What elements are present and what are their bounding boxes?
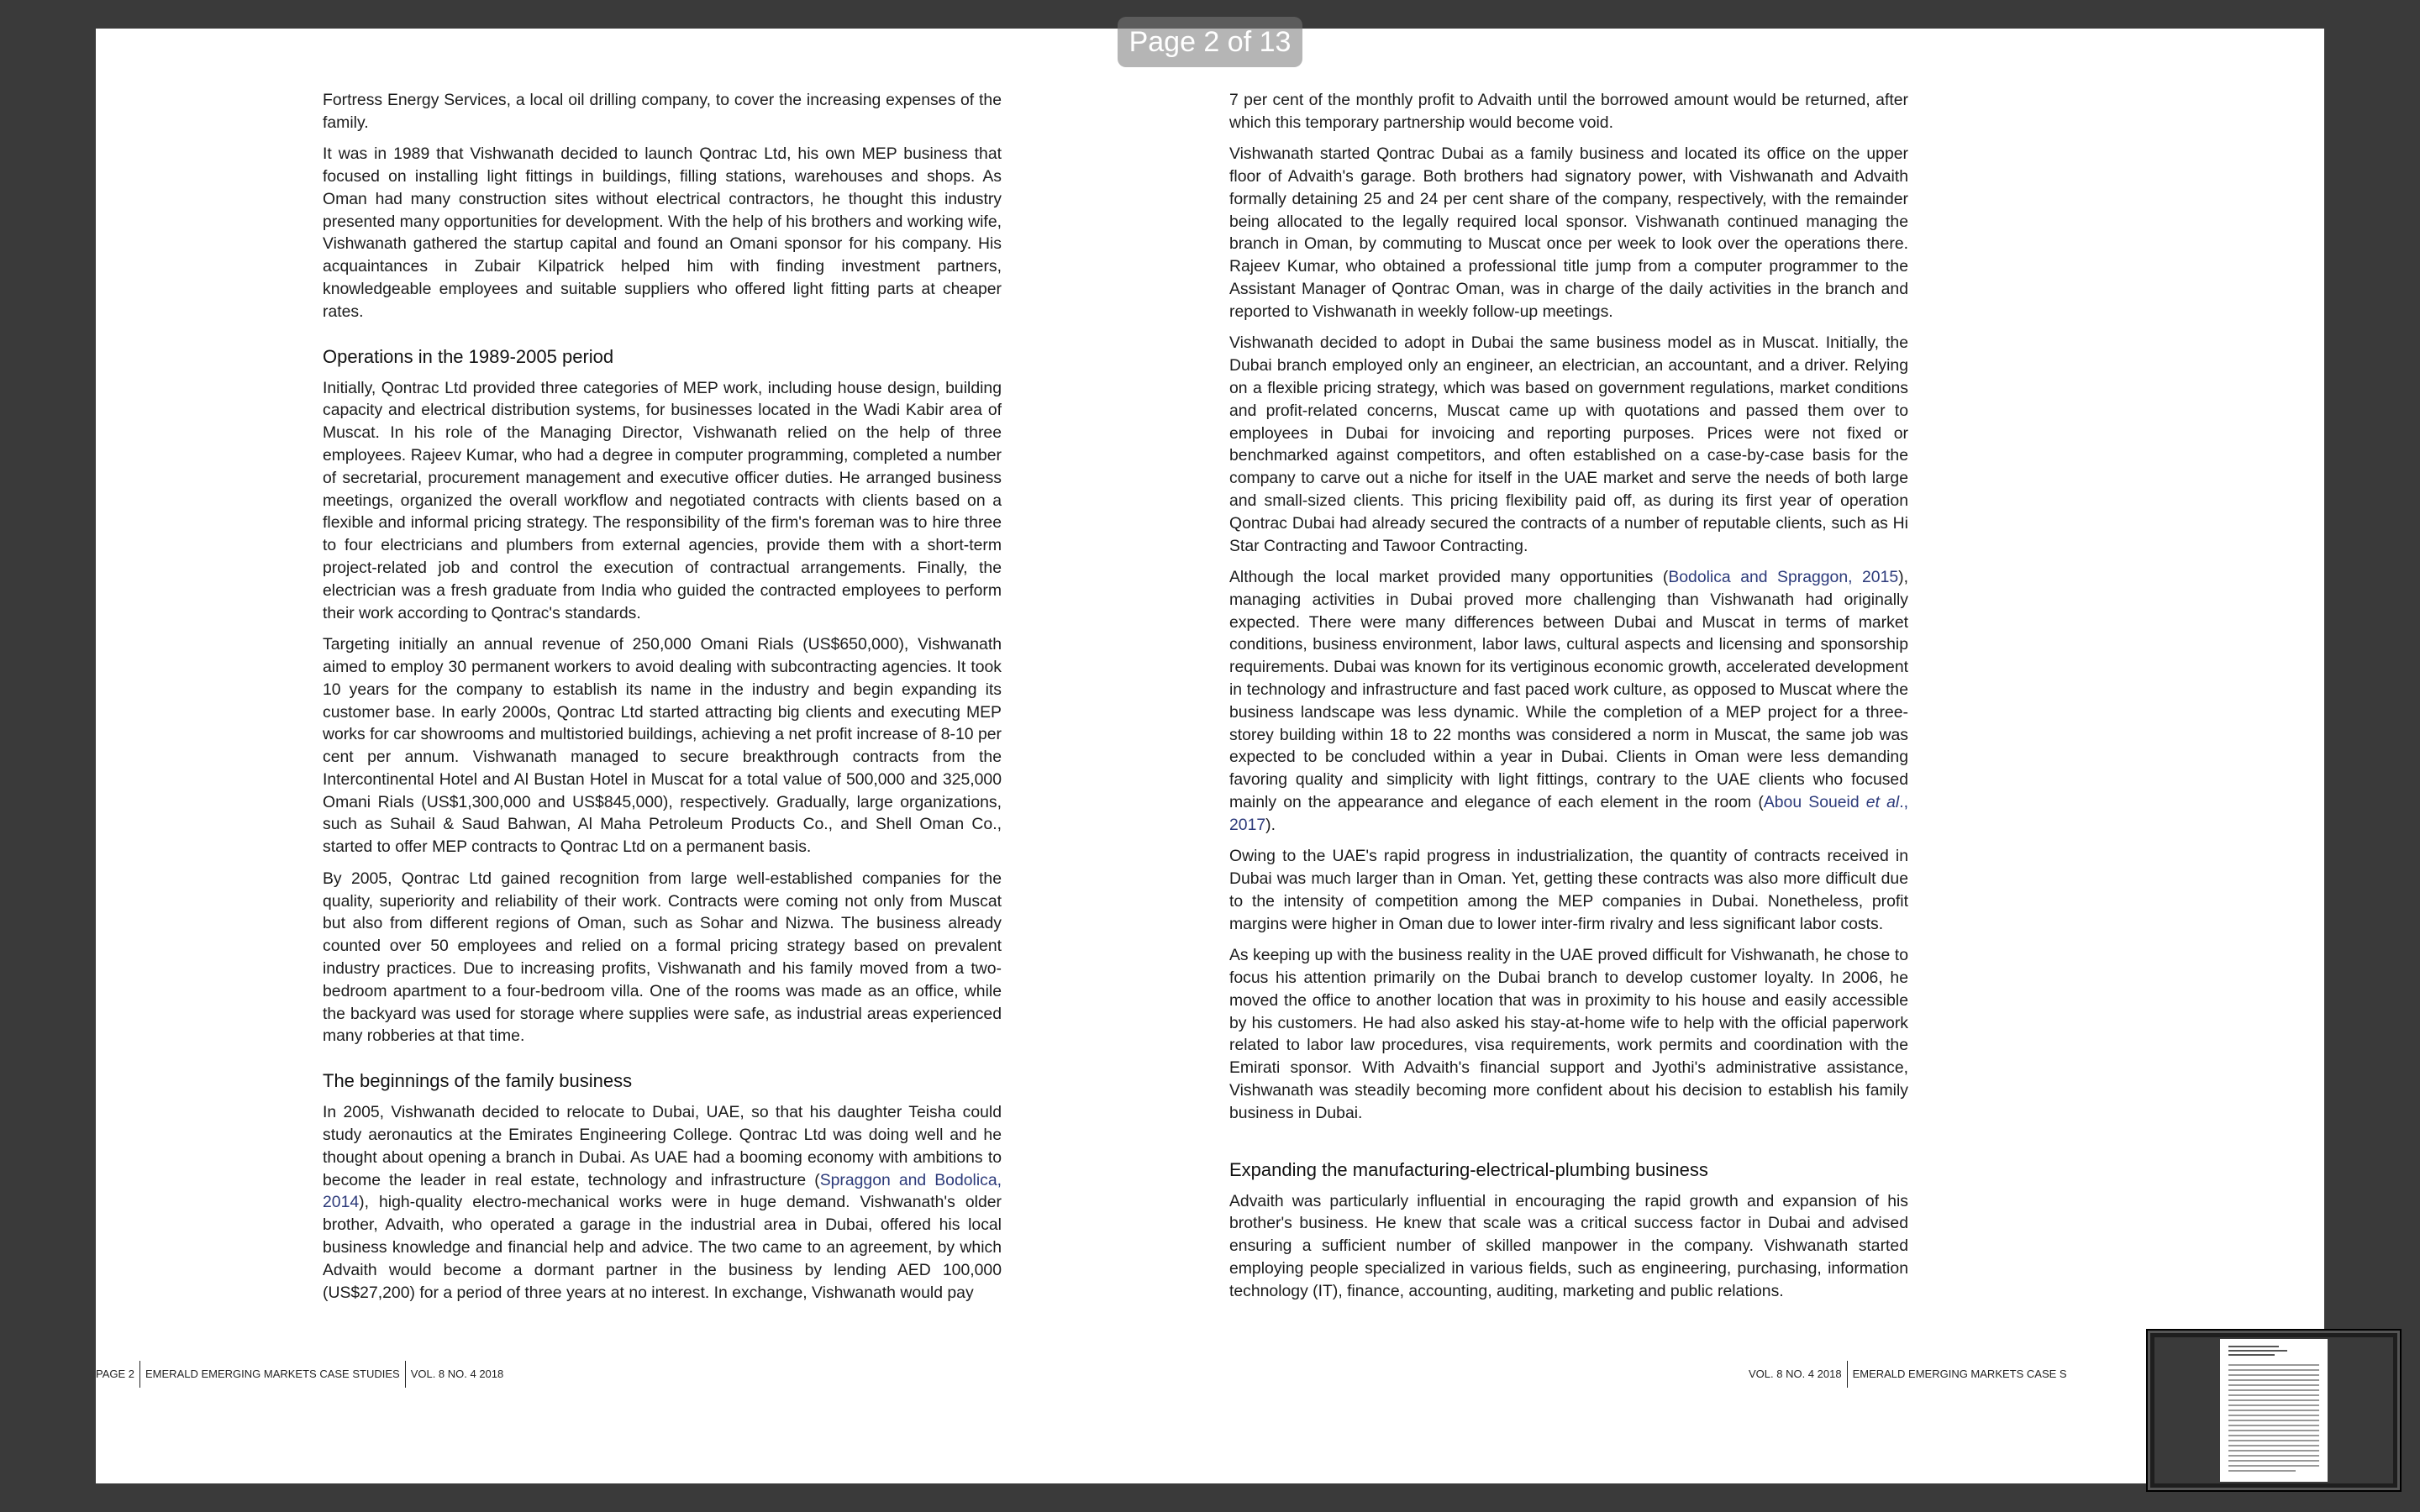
paragraph: By 2005, Qontrac Ltd gained recognition from large well-established companies for the quality, superiority and reliability of their work. Contracts were coming not only from Muscat but also from different regions of Oman, such as Sohar and Nizwa. The business already counted over 50 employees and relied on a formal pricing strategy based on prevalent industry practices. Due to increasing profits, Vishwanath and his family moved from a two-bedroom apartment to a four-bedroom villa. One of the rooms was made as an office, while the backyard was used for storage where supplies were safe, as industrial areas experienced many robberies at that time.: [323, 869, 1002, 1046]
thumbnail-text-line: [2228, 1389, 2319, 1391]
citation-link[interactable]: Bodolica and Spraggon, 2015: [1668, 568, 1899, 586]
citation-author: Abou Soueid: [1763, 792, 1866, 811]
thumbnail-text-line: [2228, 1450, 2319, 1452]
thumbnail-viewport: [2154, 1337, 2393, 1483]
paragraph: Vishwanath started Qontrac Dubai as a family business and located its office on the upper floor of Advaith's garage. Both brothers had signatory power, with Vishwanath and Advaith formally detaining 25 and 24 per cent share of the company, respectively, with the remainder being allocated to the legally required local sponsor. Vishwanath continued managing the branch in Oman, by commuting to Muscat once per week to look over the operations there. Rajeev Kumar, who obtained a professional title jump from a computer programmer to the Assistant Manager of Qontrac Oman, was in charge of the daily activities in the branch and reported to Vishwanath in weekly follow-up meetings.: [1229, 144, 1908, 321]
thumbnail-text-line: [2228, 1374, 2319, 1376]
thumbnail-text-line: [2228, 1399, 2319, 1401]
footer-volume: VOL. 8 NO. 4 2018: [1749, 1368, 1842, 1380]
thumbnail-text-line: [2228, 1465, 2319, 1467]
paragraph: Owing to the UAE's rapid progress in industrialization, the quantity of contracts received in Dubai was much larger than in Oman. Yet, getting these contracts was also more difficult due to the intensity of competition among the MEP companies in Dubai. Nonetheless, profit margins were higher in Oman due to lower inter-firm rivalry and less significant labor costs.: [1229, 847, 1908, 933]
footer-page-number: PAGE 2: [96, 1368, 135, 1380]
paragraph: As keeping up with the business reality in the UAE proved difficult for Vishwanath, he chose to focus his attention primarily on the Dubai branch to develop customer loyalty. In 2006, he moved the office to another location that was in proximity to his house and easily accessible by his customers. He had also asked his stay-at-home wife to help with the official paperwork related to labor law procedures, visa requirements, work permits and coordination with the Emirati sponsor. With Advaith's financial support and Jyothi's administrative assistance, Vishwanath was steadily becoming more confident about his decision to establish his family business in Dubai.: [1229, 946, 1908, 1122]
footer-journal: EMERALD EMERGING MARKETS CASE STUDIES: [139, 1361, 405, 1388]
page-thumbnail[interactable]: [2220, 1339, 2328, 1482]
footer-right: [1744, 1361, 2072, 1388]
thumbnail-title-line: [2228, 1350, 2287, 1352]
paragraph: It was in 1989 that Vishwanath decided to launch Qontrac Ltd, his own MEP business that focused on installing light fittings in buildings, filling stations, warehouses and shops. As Oman had many construction sites without electrical contractors, he thought this industry presented many opportunities for development. With the help of his brothers and working wife, Vishwanath gathered the startup capital and found an Omani sponsor for his company. His acquaintances in Zubair Kilpatrick helped him with finding investment partners, knowledgeable employees and suitable suppliers who offered light fitting parts at cheaper rates.: [323, 144, 1002, 321]
thumbnail-text-line: [2228, 1425, 2319, 1426]
footer-journal: EMERALD EMERGING MARKETS CASE S: [1847, 1361, 2072, 1388]
paragraph-text: Although the local market provided many opportunities (: [1229, 568, 1669, 586]
paragraph: Targeting initially an annual revenue of 250,000 Omani Rials (US$650,000), Vishwanath aimed to employ 30 permanent workers to avoid dealing with subcontracting agencies. It took 10 years for the company to establish its name in the industry and begin expanding its customer base. In early 2000s, Qontrac Ltd started attracting big clients and executing MEP works for car showrooms and multistoried buildings, achieving a net profit increase of 8-10 per cent per annum. Vishwanath managed to secure breakthrough contracts from the Intercontinental Hotel and Al Bustan Hotel in Muscat for a total value of 500,000 and 325,000 Omani Rials (US$1,300,000 and US$845,000), respectively. Gradually, large organizations, such as Suhail & Saud Bahwan, Al Maha Petroleum Products Co., and Shell Oman Co., started to offer MEP contracts to Qontrac Ltd on a permanent basis.: [323, 635, 1002, 857]
page-indicator: Page 2 of 13: [1118, 17, 1302, 67]
thumbnail-title-line: [2228, 1354, 2275, 1356]
paragraph-text: ), managing activities in Dubai proved more challenging than Vishwanath had originally expected. There were many differences between Dubai and Muscat in terms of market conditions, business environment, labor laws, cultural aspects and licensing and sponsorship requirements. Dubai was known for its vertiginous economic growth, accelerated development in technology and infrastructure and fast paced work culture, as opposed to Muscat where the business landscape was less dynamic. While the completion of a MEP project for a three-storey building within 18 to 22 months was considered a norm in Muscat, the same job was expected to be concluded within a year in Dubai. Clients in Oman were less demanding favoring quality and simplicity with light fittings, contrary to the UAE clients who focused mainly on the appearance and elegance of each element in the room (: [1229, 568, 1908, 811]
page-thumbnail-navigator[interactable]: [2146, 1329, 2402, 1492]
paragraph: Fortress Energy Services, a local oil drilling company, to cover the increasing expenses of the family.: [323, 91, 1002, 132]
thumbnail-text-line: [2228, 1369, 2319, 1371]
paragraph-text: In 2005, Vishwanath decided to relocate to Dubai, UAE, so that his daughter Teisha could study aeronautics at the Emirates Engineering College. Qontrac Ltd was doing well and he thought about opening a branch in Dubai. As UAE had a booming economy with ambitions to become the leader in real estate, technology and infrastructure (: [323, 1103, 1002, 1189]
thumbnail-text-line: [2228, 1394, 2319, 1396]
citation-etal: et al: [1865, 792, 1900, 811]
left-column: [323, 89, 1002, 1313]
thumbnail-text-line: [2228, 1364, 2319, 1366]
thumbnail-title-line: [2228, 1346, 2279, 1347]
thumbnail-text-line: [2228, 1455, 2319, 1457]
footer-left: [91, 1361, 508, 1388]
paragraph: [1229, 566, 1908, 837]
section-heading: The beginnings of the family business: [323, 1070, 633, 1092]
thumbnail-text-line: [2228, 1430, 2319, 1431]
thumbnail-text-line: [2228, 1420, 2319, 1421]
thumbnail-text-line: [2228, 1379, 2319, 1381]
section-heading: Expanding the manufacturing-electrical-plumbing business: [1229, 1158, 1708, 1180]
thumbnail-text-line: [2228, 1445, 2319, 1446]
paragraph-text: ), high-quality electro-mechanical works were in huge demand. Vishwanath's older brother, Advaith, who operated a garage in the industrial area in Dubai, offered his local business knowledge and financial help and advice. The two came to an agreement, by which Advaith would become a dormant partner in the business by lending AED 100,000 (US$27,200) for a period of three years at no interest. In exchange, Vishwanath would pay: [323, 1193, 1002, 1302]
paragraph: Initially, Qontrac Ltd provided three categories of MEP work, including house design, building capacity and electrical distribution systems, for businesses located in the Wadi Kabir area of Muscat. In his role of the Managing Director, Vishwanath relied on the help of three employees. Rajeev Kumar, who had a degree in computer programming, completed a number of secretarial, procurement management and executive officer duties. He arranged business meetings, organized the overall workflow and negotiated contracts with clients based on a flexible and informal pricing strategy. The responsibility of the firm's foreman was to hire three to four electricians and plumbers from external agencies, provide them with a short-term project-related job and control the execution of contractual arrangements. Finally, the electrician was a fresh graduate from India who guided the contracted employees to perform their work according to Qontrac's standards.: [323, 378, 1002, 622]
paragraph: Vishwanath decided to adopt in Dubai the same business model as in Muscat. Initially, the Dubai branch employed only an engineer, an electrician, an accountant, and a driver. Relying on a flexible pricing strategy, which was based on government regulations, market conditions and profit-related concerns, Muscat came up with quotations and passed them over to employees in Dubai for invoicing and reporting purposes. Prices were not fixed or benchmarked against competitors, and often established on a case-by-case basis for the company to carve out a niche for itself in the UAE market and serve the needs of both large and small-sized clients. This pricing flexibility paid off, as during its first year of operation Qontrac Dubai had already secured the contracts of a number of reputable clients, such as Hi Star Contracting and Tawoor Contracting.: [1229, 333, 1908, 555]
thumbnail-text-line: [2228, 1460, 2319, 1462]
citation-link[interactable]: Spraggon and Bodolica, 2014: [323, 1170, 1002, 1212]
thumbnail-text-line: [2228, 1404, 2319, 1406]
paragraph: [323, 1101, 1002, 1304]
thumbnail-text-line: [2228, 1435, 2319, 1436]
paragraph-text: ).: [1265, 815, 1276, 834]
thumbnail-text-line: [2228, 1384, 2319, 1386]
paragraph: 7 per cent of the monthly profit to Advaith until the borrowed amount would be returned, after which this temporary partnership would become void.: [1229, 91, 1908, 132]
footer-volume: VOL. 8 NO. 4 2018: [405, 1361, 509, 1388]
citation-year: ., 2017: [1229, 792, 1908, 834]
thumbnail-text-line: [2228, 1440, 2319, 1441]
thumbnail-text-line: [2228, 1410, 2319, 1411]
right-column: [1229, 89, 1908, 1311]
paragraph: Advaith was particularly influential in encouraging the rapid growth and expansion of his brother's business. He knew that scale was a critical success factor in Dubai and advised ensuring a sufficient number of skilled manpower in the company. Vishwanath started employing people specialized in various fields, such as engineering, purchasing, information technology (IT), finance, accounting, auditing, marketing and public relations.: [1229, 1191, 1908, 1300]
thumbnail-text-line: [2228, 1415, 2319, 1416]
section-heading: Operations in the 1989-2005 period: [323, 345, 614, 367]
thumbnail-text-line: [2228, 1470, 2296, 1472]
